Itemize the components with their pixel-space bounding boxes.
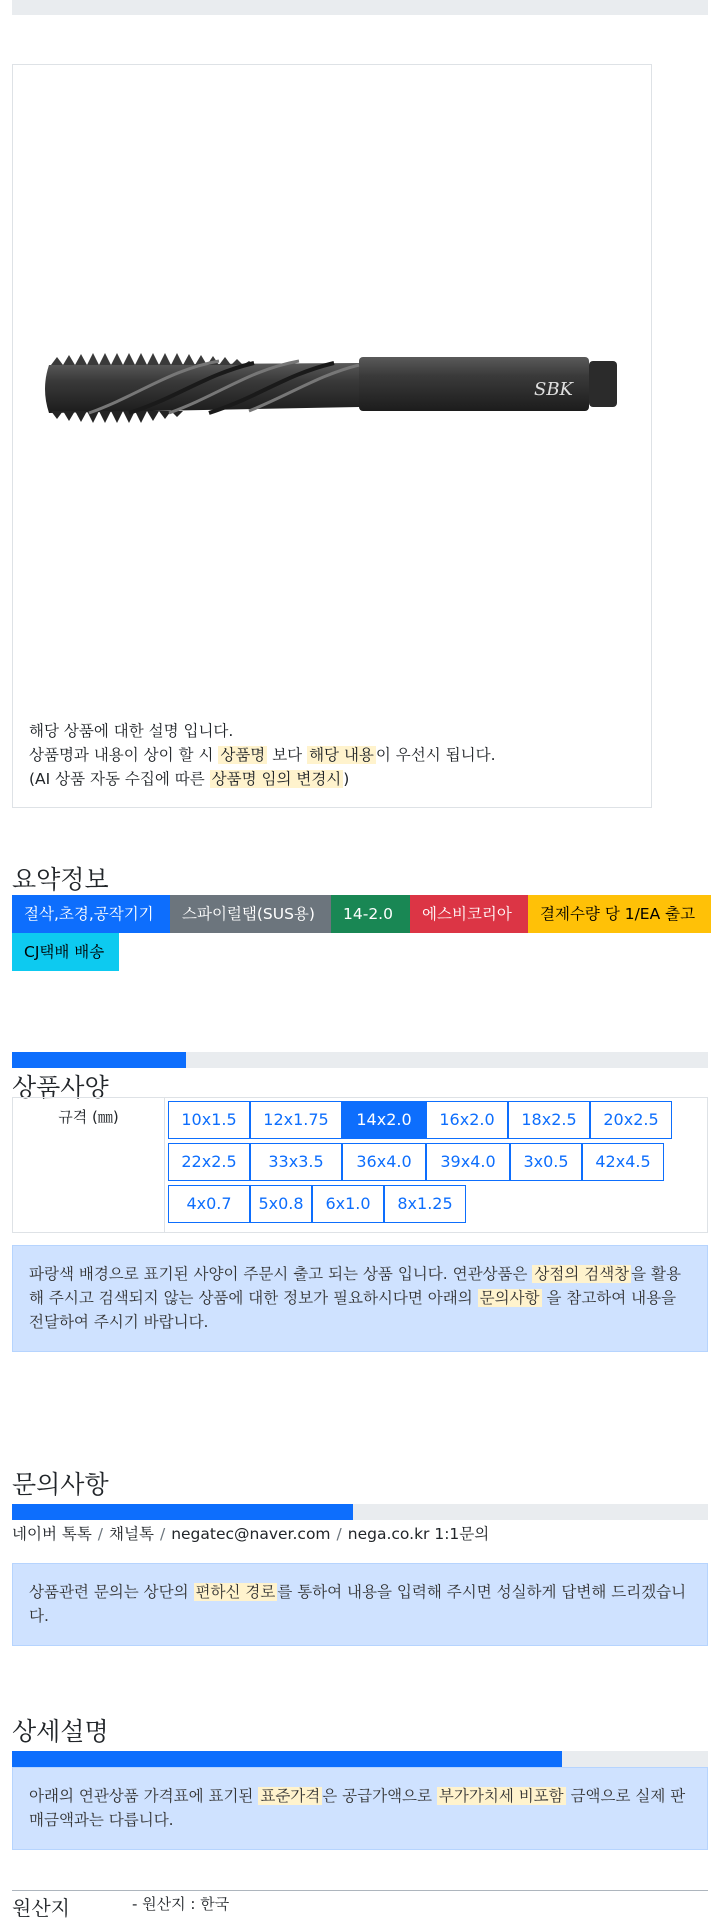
badge-shipping: CJ택배 배송 xyxy=(12,933,119,971)
notice-text: 을 활용해 주시고 검색되지 않는 상품에 대한 정보가 필요하시다면 아래의 xyxy=(29,1265,682,1307)
notice-text: 은 공급가액으로 xyxy=(322,1787,437,1805)
spec-option-33x3.5[interactable]: 33x3.5 xyxy=(250,1143,342,1181)
detail-progress xyxy=(12,1751,708,1767)
spec-option-16x2.0[interactable]: 16x2.0 xyxy=(426,1101,508,1139)
contact-website[interactable]: nega.co.kr 1:1문의 xyxy=(347,1525,490,1543)
badge-spec: 14-2.0 xyxy=(331,895,410,933)
spec-label: 규격 (㎜) xyxy=(13,1098,165,1232)
spec-option-4x0.7[interactable]: 4x0.7 xyxy=(168,1185,250,1223)
product-image-box xyxy=(12,64,652,808)
spec-option-5x0.8[interactable]: 5x0.8 xyxy=(250,1185,312,1223)
highlight-text: 문의사항 xyxy=(479,1289,540,1307)
notice-text: 상품관련 문의는 상단의 xyxy=(29,1583,194,1601)
desc-text: 상품명과 내용이 상이 할 시 xyxy=(29,746,219,764)
badge-quantity: 결제수량 당 1/EA 출고 xyxy=(528,895,711,933)
spec-option-20x2.5[interactable]: 20x2.5 xyxy=(590,1101,672,1139)
desc-text: 이 우선시 됩니다. xyxy=(375,746,496,764)
notice-text: 아래의 연관상품 가격표에 표기된 xyxy=(29,1787,259,1805)
spec-option-22x2.5[interactable]: 22x2.5 xyxy=(168,1143,250,1181)
origin-title: 원산지 xyxy=(12,1896,70,1920)
badge-type: 스파이럴탭(SUS용) xyxy=(170,895,331,933)
spec-option-36x4.0[interactable]: 36x4.0 xyxy=(342,1143,426,1181)
highlight-text: 부가가치세 비포함 xyxy=(438,1787,564,1805)
badge-brand: 에스비코리아 xyxy=(410,895,528,933)
summary-title: 요약정보 xyxy=(12,865,109,894)
spec-option-3x0.5[interactable]: 3x0.5 xyxy=(510,1143,582,1181)
spec-progress xyxy=(12,1052,708,1068)
contact-naver-talk[interactable]: 네이버 톡톡 xyxy=(12,1525,92,1543)
desc-text: 보다 xyxy=(267,746,308,764)
highlight-text: 상품명 임의 변경시 xyxy=(211,770,342,788)
separator: / xyxy=(336,1525,342,1543)
desc-line-1: 해당 상품에 대한 설명 입니다. xyxy=(29,722,234,740)
notice-text: 를 통하여 내용을 입력해 주시면 성실하게 답변해 드리겠습니다. xyxy=(29,1583,687,1625)
spec-title: 상품사양 xyxy=(12,1073,109,1102)
separator: / xyxy=(159,1525,166,1543)
detail-title: 상세설명 xyxy=(12,1717,109,1746)
highlight-text: 해당 내용 xyxy=(309,746,374,764)
product-description xyxy=(29,719,496,791)
desc-line-3 xyxy=(29,767,496,791)
spec-option-10x1.5[interactable]: 10x1.5 xyxy=(168,1101,250,1139)
inquiry-title: 문의사항 xyxy=(12,1470,109,1499)
brand-logo: SBK xyxy=(534,379,574,400)
contact-channel-talk[interactable]: 채널톡 xyxy=(109,1525,154,1543)
highlight-text: 표준가격 xyxy=(260,1787,321,1805)
spec-table xyxy=(12,1097,708,1233)
inquiry-notice xyxy=(12,1563,708,1646)
notice-text: 파랑색 배경으로 표기된 사양이 주문시 출고 되는 상품 입니다. 연관상품은 xyxy=(29,1265,533,1283)
divider xyxy=(12,1890,708,1891)
spec-option-39x4.0[interactable]: 39x4.0 xyxy=(426,1143,510,1181)
desc-line-2 xyxy=(29,743,496,767)
contact-links xyxy=(12,1522,489,1544)
notice-text: 을 참고하여 내용을 전달하여 주시기 바랍니다. xyxy=(29,1289,677,1331)
desc-text: (AI 상품 자동 수집에 따른 xyxy=(29,770,210,788)
spec-option-14x2.0[interactable]: 14x2.0 xyxy=(342,1101,426,1139)
highlight-text: 편하신 경로 xyxy=(195,1583,276,1601)
spec-option-18x2.5[interactable]: 18x2.5 xyxy=(508,1101,590,1139)
inquiry-progress xyxy=(12,1504,708,1520)
spec-option-12x1.75[interactable]: 12x1.75 xyxy=(250,1101,342,1139)
highlight-text: 상품명 xyxy=(220,746,266,764)
badge-category: 절삭,초경,공작기기 xyxy=(12,895,170,933)
spec-notice xyxy=(12,1245,708,1352)
product-image xyxy=(29,335,639,435)
contact-email[interactable]: negatec@naver.com xyxy=(171,1525,331,1543)
highlight-text: 상점의 검색창 xyxy=(534,1265,630,1283)
separator: / xyxy=(97,1525,104,1543)
spec-option-6x1.0[interactable]: 6x1.0 xyxy=(312,1185,384,1223)
origin-value: - 원산지 : 한국 xyxy=(132,1895,230,1913)
notice-text: 금액으로 실제 판매금액과는 다릅니다. xyxy=(29,1787,686,1829)
top-bar xyxy=(12,0,708,15)
spec-option-8x1.25[interactable]: 8x1.25 xyxy=(384,1185,466,1223)
detail-notice xyxy=(12,1767,708,1850)
spec-option-42x4.5[interactable]: 42x4.5 xyxy=(582,1143,664,1181)
desc-text: ) xyxy=(343,770,350,788)
